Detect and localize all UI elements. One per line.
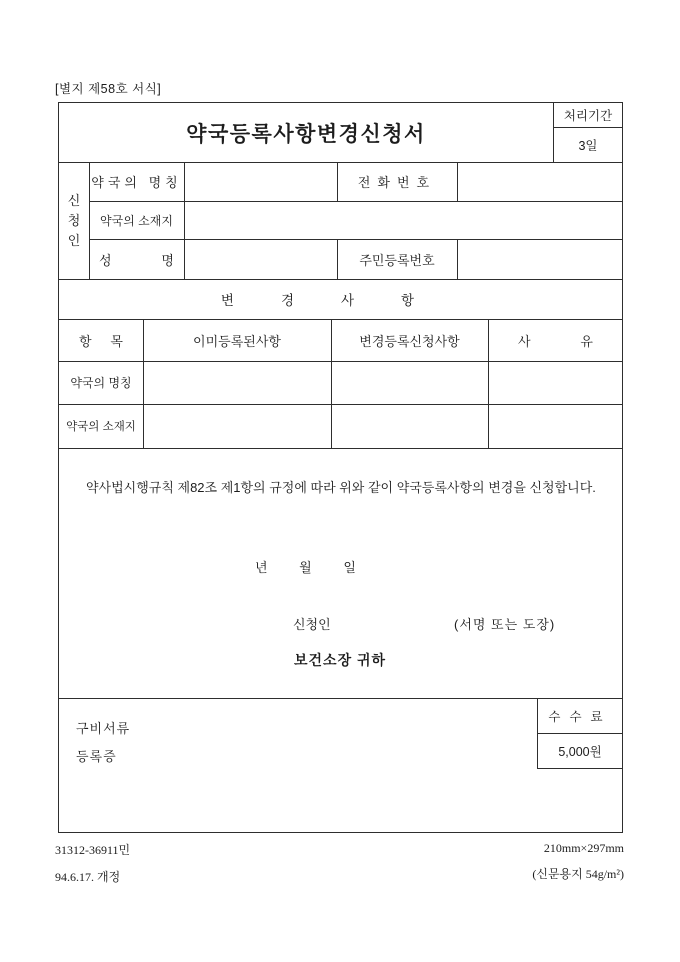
change-row-name-registered-field[interactable] bbox=[143, 361, 331, 404]
change-row-address-label: 약국의 소재지 bbox=[66, 421, 136, 433]
col-header-reason bbox=[488, 319, 623, 361]
col-header-item bbox=[59, 319, 143, 361]
declaration-text: 약사법시행규칙 제82조 제1항의 규정에 따라 위와 같이 약국등록사항의 변경을 신청합니다. bbox=[86, 480, 596, 495]
required-documents-label: 구비서류 bbox=[76, 721, 131, 736]
fee-value: 5,000원 bbox=[558, 744, 602, 759]
signature-or-seal-note: (서명 또는 도장) bbox=[454, 617, 556, 632]
footer-right bbox=[532, 841, 624, 891]
resident-id-field[interactable] bbox=[457, 239, 623, 279]
applicant-sign-label: 신청인 bbox=[293, 617, 331, 632]
col-header-requested: 변경등록신청사항 bbox=[359, 333, 460, 349]
name-field[interactable] bbox=[184, 239, 337, 279]
name-label-text: 성 명 bbox=[99, 252, 174, 268]
phone-field[interactable] bbox=[457, 162, 623, 201]
form-table bbox=[58, 102, 623, 833]
col-header-registered: 이미등록된사항 bbox=[193, 333, 281, 349]
change-row-name-label: 약국의 명칭 bbox=[70, 376, 132, 390]
col-header-reason-text: 사 유 bbox=[518, 333, 593, 349]
pharmacy-address-label: 약국의 소재지 bbox=[100, 213, 173, 228]
processing-period-label: 처리기간 bbox=[563, 109, 613, 123]
addressee: 보건소장 귀하 bbox=[294, 652, 387, 668]
document-item: 등록증 bbox=[76, 749, 117, 764]
change-row-name-requested-field[interactable] bbox=[331, 361, 488, 404]
footer-paper-size: 210mm×297mm bbox=[543, 841, 624, 855]
pharmacy-name-label: 약국의 명칭 bbox=[91, 175, 182, 190]
fee-label: 수수료 bbox=[548, 709, 612, 724]
form-title: 약국등록사항변경신청서 bbox=[186, 121, 426, 146]
footer-doc-number: 31312-36911민 bbox=[55, 843, 131, 857]
date-line: 년 월 일 bbox=[255, 560, 356, 575]
pharmacy-address-field[interactable] bbox=[184, 201, 623, 239]
change-row-name-reason-field[interactable] bbox=[488, 361, 623, 404]
change-row-address-requested-field[interactable] bbox=[331, 404, 488, 448]
name-label bbox=[89, 239, 184, 279]
footer-left bbox=[55, 841, 130, 895]
change-row-address-reason-field[interactable] bbox=[488, 404, 623, 448]
changes-section-header: 변경사항 bbox=[220, 293, 462, 308]
footer-revision: 94.6.17. 개정 bbox=[55, 870, 121, 884]
processing-period-value: 3일 bbox=[578, 138, 598, 153]
col-header-item-text: 항 목 bbox=[79, 333, 123, 349]
applicant-section-label-text: 신청인 bbox=[67, 192, 81, 248]
resident-id-label: 주민등록번호 bbox=[359, 252, 435, 268]
change-row-address-registered-field[interactable] bbox=[143, 404, 331, 448]
applicant-section-label bbox=[59, 162, 89, 279]
form-reference-label: [별지 제58호 서식] bbox=[55, 82, 162, 96]
phone-label: 전화번호 bbox=[357, 175, 437, 190]
pharmacy-name-field[interactable] bbox=[184, 162, 337, 201]
table-line bbox=[537, 768, 623, 769]
footer-paper-spec: (신문용지 54g/m²) bbox=[532, 867, 624, 881]
